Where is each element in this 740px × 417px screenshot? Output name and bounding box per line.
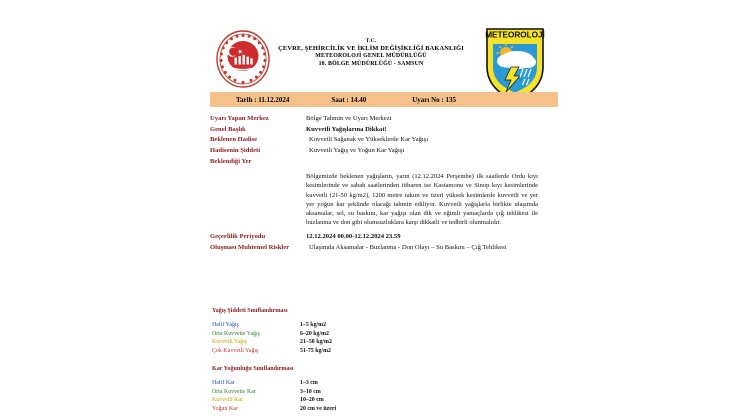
field-row-risks — [210, 243, 560, 253]
precip-level-value: 6–20 kg/m2 — [300, 330, 329, 337]
warning-fields — [210, 114, 560, 168]
label-expected-event: Beklenen Hadise — [210, 136, 258, 144]
classification-row — [212, 396, 412, 405]
field-row-headline — [210, 125, 560, 135]
classification-row — [212, 379, 412, 388]
field-row-validity — [210, 232, 560, 242]
precip-level-name: Orta Kuvvette Yağış — [212, 330, 260, 337]
turkish-ministry-seal-icon — [214, 30, 272, 88]
precipitation-classification-title: Yağış Şiddeti Sınıflandırması — [212, 308, 288, 314]
value-general-headline: Kuvvetli Yağışlarına Dikkat! — [306, 125, 387, 133]
label-issuing-center: Uyarı Yapan Merkez — [210, 115, 269, 122]
snow-level-name: Yoğun Kar — [212, 405, 238, 412]
warning-info-bar — [210, 92, 558, 107]
field-row-location — [210, 157, 560, 167]
warning-paragraph: Bölgemizde beklenen yağışların, yarın (12.12.2024 Perşembe) ilk saatlerde Ordu kıyı kesimlerinde ve sabah saatlerinden itibaren ise Kastamonu ve Sinop kıyı kesimlerinde kuvvetli (21-50 kg/m2), 1200 metre rakım ve üzeri yüksek kesimlerde kuvvetli ve yer yer yoğun kar şeklinde olacağı tahmin ediliyor. Kuvvetli yağışlarla birlikte ulaşımda aksamalar, sel, su baskını, kar yağışı olan dik ve eğimli yamaçlarda çığ tehlikesi ile buzlanma ve don gibi olumsuzluklara karşı dikkatli ve tedbirli olunmalıdır. — [306, 173, 538, 227]
header-line-region: 10. BÖLGE MÜDÜRLÜĞÜ - SAMSUN — [318, 60, 424, 67]
header-line-ministry: ÇEVRE, ŞEHİRCİLİK VE İKLİM DEĞİŞİKLİĞİ BAKANLIĞI — [278, 45, 464, 53]
value-issuing-center: Bölge Tahmin ve Uyarı Merkezi — [306, 115, 392, 122]
label-possible-risks: Oluşması Muhtemel Riskler — [210, 243, 290, 251]
label-expected-location: Beklendiği Yer — [210, 157, 252, 165]
snow-level-value: 3–10 cm — [300, 388, 321, 395]
label-validity-period: Geçerlilik Periyodu — [210, 233, 266, 240]
precip-level-name: Kuvvetli Yağış — [212, 339, 248, 346]
precip-level-value: 1–5 kg/m2 — [300, 322, 327, 328]
value-validity-period: 12.12.2024 00.00-12.12.2024 23.59 — [306, 233, 401, 240]
classification-row — [212, 388, 412, 397]
value-event-severity: Kuvvetli Yağış ve Yoğun Kar Yağışı — [309, 147, 405, 155]
classification-row — [212, 405, 412, 414]
snow-level-name: Hafif Kar — [212, 380, 235, 386]
precipitation-classification-block — [212, 308, 412, 355]
snow-classification-block — [212, 366, 412, 413]
ministry-title-block — [276, 38, 466, 68]
header-line-tc: T.C. — [365, 38, 377, 44]
header-line-directorate: METEOROLOJİ GENEL MÜDÜRLÜĞÜ — [315, 53, 427, 60]
classification-row — [212, 347, 412, 356]
warning-date: Tarih : 11.12.2024 — [236, 95, 290, 104]
field-row-center — [210, 114, 560, 124]
snow-classification-title: Kar Yoğunluğu Sınıflandırması — [212, 366, 294, 372]
classification-row — [212, 330, 412, 339]
precip-level-name: Hafif Yağış — [212, 322, 239, 328]
precip-level-name: Çok Kuvvetli Yağış — [212, 347, 259, 354]
field-row-severity — [210, 146, 560, 156]
value-expected-event: Kuvvetli Sağanak ve Yükseklerde Kar Yağışı — [309, 136, 429, 144]
snow-level-value: 20 cm ve üzeri — [300, 405, 337, 412]
classification-row — [212, 338, 412, 347]
label-event-severity: Hadisenin Şiddeti — [210, 147, 261, 155]
snow-level-name: Orta Kuvvette Kar — [212, 388, 256, 395]
warning-number: Uyarı No : 135 — [412, 95, 456, 104]
field-row-event — [210, 135, 560, 145]
shield-label-text: METEOROLOJİ — [485, 30, 545, 40]
snow-level-value: 10–20 cm — [300, 397, 324, 404]
snow-level-value: 1–3 cm — [300, 380, 318, 386]
warning-fields-bottom — [210, 232, 560, 253]
precip-level-value: 21–50 kg/m2 — [300, 339, 332, 346]
warning-time: Saat : 14.40 — [331, 95, 367, 104]
value-possible-risks: Ulaşımda Aksamalar - Buzlanma - Don Olayı – Su Baskını – Çığ Tehlikesi — [309, 243, 507, 251]
document-header — [0, 14, 740, 88]
precip-level-value: 51-75 kg/m2 — [300, 347, 331, 354]
snow-level-name: Kuvvetli Kar — [212, 397, 243, 404]
label-general-headline: Genel Başlık — [210, 125, 246, 133]
classification-row — [212, 321, 412, 330]
warning-body-text — [306, 172, 538, 228]
